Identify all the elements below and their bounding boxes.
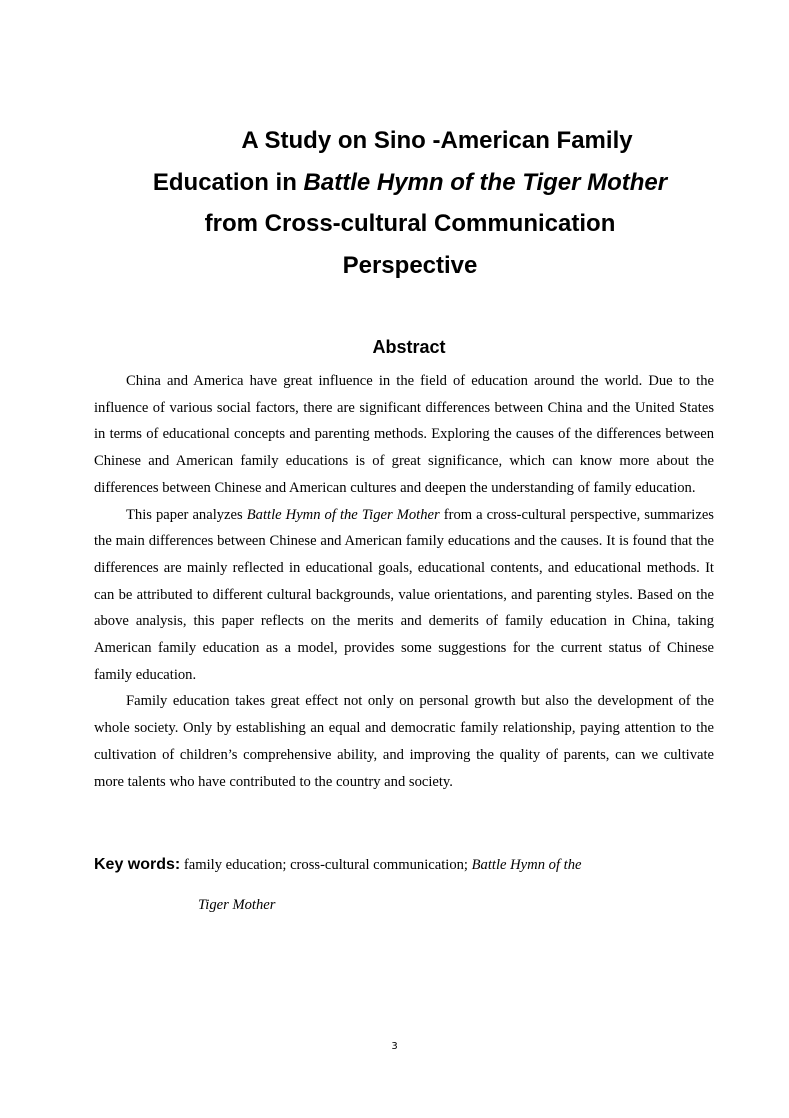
paper-title	[60, 120, 760, 286]
abstract-paragraph-2-book-name: Battle Hymn of the Tiger Mother	[246, 506, 440, 523]
title-line-2	[60, 162, 760, 204]
title-book-name: Battle Hymn of the Tiger Mother	[303, 168, 668, 196]
keywords-label: Key words:	[94, 856, 181, 873]
abstract-paragraph-2	[94, 502, 714, 689]
abstract-paragraph-2-prefix: This paper analyzes	[126, 506, 247, 523]
abstract-paragraph-1: China and America have great influence in the field of education around the world. Due to the influence of various social factors, there are significant differences between China and the United States in terms of educational concepts and parenting methods. Exploring the causes of the differences between Chinese and American family educations is of great significance, which can know more about the differences between Chinese and American cultures and deepen the understanding of family education.	[94, 373, 714, 496]
keywords-line	[94, 852, 714, 878]
abstract-heading: Abstract	[372, 337, 446, 357]
keywords-continuation: Tiger Mother	[198, 897, 276, 913]
title-line-3: from Cross-cultural Communication	[204, 210, 616, 237]
keywords-italic-1: Battle Hymn of the	[471, 857, 582, 873]
title-line-2-prefix: Education in	[152, 168, 304, 196]
title-line-1: A Study on Sino -American Family	[241, 127, 633, 154]
page-number: 3	[391, 1041, 398, 1052]
title-line-4: Perspective	[342, 251, 478, 279]
abstract-body	[94, 368, 714, 795]
abstract-paragraph-2-rest: from a cross-cultural perspective, summarizes the main differences between Chinese and American family educations and the causes. It is found that the differences are mainly reflected in educational goals, educational contents, and educational methods. It can be attributed to different cultural backgrounds, value orientations, and parenting styles. Based on the above analysis, this paper reflects on the merits and demerits of family education in China, taking American family education as a model, provides some suggestions for the current status of Chinese family education.	[94, 506, 714, 683]
abstract-paragraph-3: Family education takes great effect not only on personal growth but also the development of the whole society. Only by establishing an equal and democratic family relationship, paying attention to the cultivation of children’s comprehensive ability, and improving the quality of parents, can we cultivate more talents who have contributed to the country and society.	[94, 693, 714, 790]
keywords-plain: family education; cross-cultural communication;	[180, 857, 472, 873]
